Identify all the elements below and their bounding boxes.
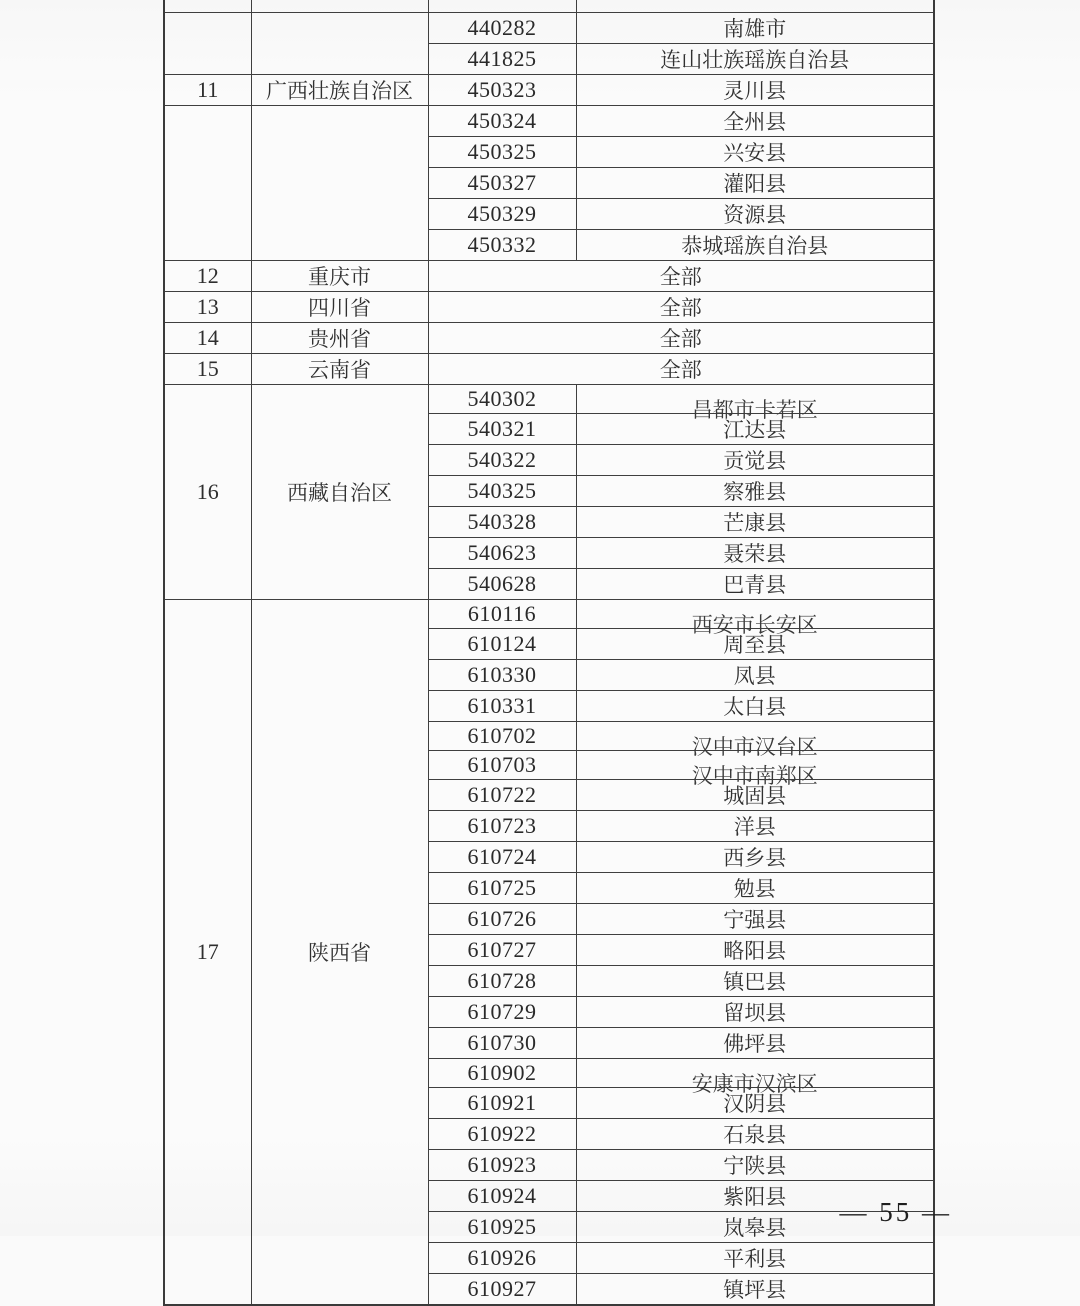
province-name-cell: 陕西省 <box>251 599 428 1305</box>
region-name-cell: 镇坪县 <box>576 1273 934 1305</box>
region-code-cell: 610730 <box>428 1027 576 1058</box>
section-index-cell <box>164 12 251 74</box>
region-code-cell: 610702 <box>428 721 576 750</box>
province-name-cell <box>251 12 428 74</box>
region-code-cell: 610722 <box>428 779 576 810</box>
region-code-cell: 610924 <box>428 1180 576 1211</box>
region-row <box>164 12 934 43</box>
region-code-cell: 610902 <box>428 1058 576 1087</box>
region-code-cell: 540325 <box>428 475 576 506</box>
table-top-clipped-row <box>164 0 934 12</box>
province-name-cell: 西藏自治区 <box>251 384 428 599</box>
region-table-body <box>164 0 934 1305</box>
region-code-cell: 610926 <box>428 1242 576 1273</box>
all-regions-cell: 全部 <box>428 322 934 353</box>
region-name-cell: 紫阳县 <box>576 1180 934 1211</box>
region-code-cell: 610729 <box>428 996 576 1027</box>
region-name-clipped-text: 西安市长安区 <box>691 612 818 637</box>
section-index-cell <box>164 0 251 12</box>
province-name-cell: 重庆市 <box>251 260 428 291</box>
page-number: — 55 — <box>839 1197 952 1227</box>
region-name-cell <box>576 1058 934 1096</box>
region-name-cell: 芒康县 <box>576 506 934 537</box>
region-code-cell: 610703 <box>428 750 576 779</box>
region-code-cell: 540322 <box>428 444 576 475</box>
region-code-cell: 450325 <box>428 136 576 167</box>
region-name-cell: 宁陕县 <box>576 1149 934 1180</box>
region-code-cell: 610728 <box>428 965 576 996</box>
region-code-cell: 540623 <box>428 537 576 568</box>
clipped-text-wrap <box>577 722 934 759</box>
region-name-cell: 勉县 <box>576 872 934 903</box>
region-name-cell: 聂荣县 <box>576 537 934 568</box>
region-code-cell: 450324 <box>428 105 576 136</box>
region-code-cell: 610727 <box>428 934 576 965</box>
section-index-cell: 12 <box>164 260 251 291</box>
region-name-clipped-text: 汉中市南郑区 <box>691 763 818 788</box>
province-name-cell: 云南省 <box>251 353 428 384</box>
section-index-cell: 15 <box>164 353 251 384</box>
region-name-cell: 周至县 <box>576 628 934 659</box>
all-regions-cell: 全部 <box>428 260 934 291</box>
region-name-cell: 南雄市 <box>576 12 934 43</box>
region-name-cell <box>576 0 934 12</box>
region-name-cell: 灵川县 <box>576 74 934 105</box>
region-code-cell: 610922 <box>428 1118 576 1149</box>
clipped-text-wrap <box>577 600 934 637</box>
province-all-row <box>164 291 934 322</box>
region-code-cell: 610330 <box>428 659 576 690</box>
clipped-text-wrap <box>577 1059 934 1096</box>
region-code-cell: 540302 <box>428 384 576 413</box>
region-code-cell: 440282 <box>428 12 576 43</box>
section-index-cell <box>164 105 251 260</box>
region-row <box>164 384 934 413</box>
region-code-cell: 610921 <box>428 1087 576 1118</box>
province-all-row <box>164 322 934 353</box>
province-name-cell <box>251 0 428 12</box>
region-row <box>164 599 934 628</box>
region-name-cell: 资源县 <box>576 198 934 229</box>
section-index-cell: 13 <box>164 291 251 322</box>
region-name-cell: 巴青县 <box>576 568 934 599</box>
province-name-cell <box>251 105 428 260</box>
region-code-cell: 610116 <box>428 599 576 628</box>
region-name-cell: 连山壮族瑶族自治县 <box>576 43 934 74</box>
province-name-cell: 贵州省 <box>251 322 428 353</box>
province-name-cell: 四川省 <box>251 291 428 322</box>
region-name-cell: 略阳县 <box>576 934 934 965</box>
region-name-cell: 洋县 <box>576 810 934 841</box>
region-name-cell <box>576 384 934 422</box>
region-code-cell: 610724 <box>428 841 576 872</box>
region-name-cell: 察雅县 <box>576 475 934 506</box>
region-code-cell: 610331 <box>428 690 576 721</box>
region-row <box>164 105 934 136</box>
region-name-cell: 全州县 <box>576 105 934 136</box>
region-name-cell: 镇巴县 <box>576 965 934 996</box>
region-code-cell: 610923 <box>428 1149 576 1180</box>
region-name-cell: 凤县 <box>576 659 934 690</box>
region-name-cell: 太白县 <box>576 690 934 721</box>
region-code-cell: 610726 <box>428 903 576 934</box>
region-name-cell: 城固县 <box>576 779 934 810</box>
all-regions-cell: 全部 <box>428 353 934 384</box>
region-name-cell: 岚皋县 <box>576 1211 934 1242</box>
region-name-cell: 石泉县 <box>576 1118 934 1149</box>
region-code-cell: 450327 <box>428 167 576 198</box>
region-code-cell: 540321 <box>428 413 576 444</box>
region-code-cell: 540328 <box>428 506 576 537</box>
region-name-cell: 恭城瑶族自治县 <box>576 229 934 260</box>
section-index-cell: 14 <box>164 322 251 353</box>
region-name-cell: 灌阳县 <box>576 167 934 198</box>
region-name-cell: 宁强县 <box>576 903 934 934</box>
region-name-clipped-text: 昌都市卡若区 <box>691 397 818 422</box>
region-code-cell: 441825 <box>428 43 576 74</box>
region-code-cell: 610927 <box>428 1273 576 1305</box>
province-all-row <box>164 260 934 291</box>
region-name-cell: 平利县 <box>576 1242 934 1273</box>
region-name-cell: 西乡县 <box>576 841 934 872</box>
region-code-cell: 450323 <box>428 74 576 105</box>
region-code-cell: 540628 <box>428 568 576 599</box>
region-code-table <box>163 0 935 1306</box>
province-name-cell: 广西壮族自治区 <box>251 74 428 105</box>
region-code-cell <box>428 0 576 12</box>
region-name-cell: 贡觉县 <box>576 444 934 475</box>
clipped-text-wrap <box>577 751 934 788</box>
region-name-cell <box>576 721 934 759</box>
region-name-cell: 兴安县 <box>576 136 934 167</box>
region-code-cell: 610725 <box>428 872 576 903</box>
region-name-cell: 佛坪县 <box>576 1027 934 1058</box>
section-index-cell: 16 <box>164 384 251 599</box>
region-name-cell <box>576 750 934 788</box>
region-code-cell: 450332 <box>428 229 576 260</box>
region-row <box>164 74 934 105</box>
all-regions-cell: 全部 <box>428 291 934 322</box>
region-name-clipped-text: 安康市汉滨区 <box>691 1071 818 1096</box>
region-code-cell: 450329 <box>428 198 576 229</box>
clipped-text-wrap <box>577 385 934 422</box>
region-code-cell: 610124 <box>428 628 576 659</box>
region-code-cell: 610925 <box>428 1211 576 1242</box>
region-name-cell: 江达县 <box>576 413 934 444</box>
region-name-cell: 汉阴县 <box>576 1087 934 1118</box>
region-name-cell: 留坝县 <box>576 996 934 1027</box>
region-code-cell: 610723 <box>428 810 576 841</box>
province-all-row <box>164 353 934 384</box>
region-name-cell <box>576 599 934 637</box>
section-index-cell: 17 <box>164 599 251 1305</box>
section-index-cell: 11 <box>164 74 251 105</box>
region-name-clipped-text: 汉中市汉台区 <box>691 734 818 759</box>
